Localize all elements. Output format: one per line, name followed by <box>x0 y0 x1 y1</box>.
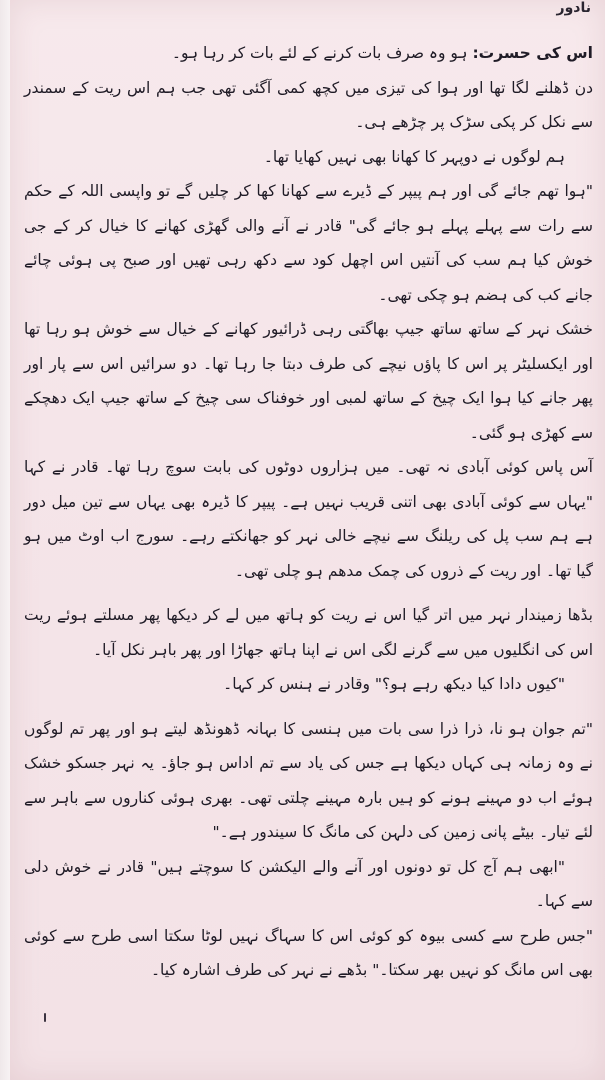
margin-tick-mark <box>44 1013 46 1022</box>
paragraph-7: بڈھا زمیندار نہر میں اتر گیا اس نے ریت کو ہاتھ میں لے کر دیکھا پھر مسلتے ہوئے ریت اس کی انگلیوں میں سے گرنے لگی اس نے اپنا ہاتھ جھاڑا اور پھر باہر نکل آیا۔ <box>24 606 593 659</box>
paragraph-2: دن ڈھلنے لگا تھا اور ہوا کی تیزی میں کچھ کمی آگئی تھی جب ہم اس ریت کے سمندر سے نکل کر پکی سڑک پر چڑھے ہی۔ <box>24 78 593 131</box>
paragraph-4: "ہوا تھم جائے گی اور ہم پیپر کے ڈیرے سے کھانا کھا کر چلیں گے تو واپسی اللہ کے حکم سے رات سے پہلے پہلے ہو جائے گی" قادر نے آنے والی گھڑی کھانے کا خیال کر کے جی خوش کیا ہم سب کی آنتیں اس اچھل کود سے دکھ رہی تھیں اور صبح پی ہوئی چائے جانے کب کی ہضم ہو چکی تھی۔ <box>24 182 593 304</box>
paragraph-11: "جس طرح سے کسی بیوہ کو کوئی اس کا سہاگ نہیں لوٹا سکتا اسی طرح سے کوئی بھی اس مانگ کو نہیں بھر سکتا۔" بڈھے نے نہر کی طرف اشارہ کیا۔ <box>24 926 593 979</box>
paragraph-1-text: ہو وہ صرف بات کرنے کے لئے بات کر رہا ہو۔ <box>171 44 468 62</box>
paragraph-10: "ابھی ہم آج کل تو دونوں اور آنے والے الیکشن کا سوچتے ہیں" قادر نے خوش دلی سے کہا۔ <box>24 857 593 910</box>
page-corner-heading: نادور <box>556 0 591 16</box>
paragraph-9: "تم جوان ہو نا، ذرا ذرا سی بات میں ہنسی کا بہانہ ڈھونڈھ لیتے ہو اور پھر تم لوگوں نے وہ زمانہ ہی کہاں دیکھا ہے جس کی یاد سے تم اداس ہو جاؤ۔ یہ نہر جسکو خشک ہوئے اب دو مہینے ہونے کو ہیں بارہ مہینے چلتی تھی۔ بھری ہوئی کناروں سے باہر سے لئے تیار۔ بیٹے پانی زمین کی دلہن کی مانگ کا سیندور ہے۔" <box>24 719 593 841</box>
paragraph-lead-phrase: اس کی حسرت: <box>472 44 593 62</box>
paragraph-1 <box>24 36 593 71</box>
paragraph-5: خشک نہر کے ساتھ ساتھ جیپ بھاگتی رہی ڈرائیور کھانے کے خیال سے خوش ہو رہا تھا اور ایکسلیٹر پر اس کا پاؤں نیچے کی طرف دبتا جا رہا تھا۔ دو سرائیں اس سے پار اور پھر جانے کیا ہوا ایک چیخ کے ساتھ لمبی اور خوفناک سی چیخ کے ساتھ جیپ ایک دھچکے سے کھڑی ہو گئی۔ <box>24 320 593 442</box>
paragraph-6: آس پاس کوئی آبادی نہ تھی۔ میں ہزاروں دوٹوں کی بابت سوچ رہا تھا۔ قادر نے کہا "یہاں سے کوئی آبادی بھی اتنی قریب نہیں ہے۔ پیپر کا ڈیرہ بھی یہاں سے تین میل دور ہے ہم سب پل کی ریلنگ سے نیچے خالی نہر کو جھانکتے رہے۔ سورج اب اوٹ میں ہو گیا تھا۔ اور ریت کے ذروں کی چمک مدھم ہو چلی تھی۔ <box>24 458 593 580</box>
book-page <box>10 0 605 1080</box>
scan-left-margin <box>0 0 10 1080</box>
paragraph-8: "کیوں دادا کیا دیکھ رہے ہو؟" وقادر نے ہنس کر کہا۔ <box>223 675 565 693</box>
paragraph-3: ہم لوگوں نے دوپہر کا کھانا بھی نہیں کھایا تھا۔ <box>263 147 565 166</box>
page-body-text <box>24 36 593 988</box>
